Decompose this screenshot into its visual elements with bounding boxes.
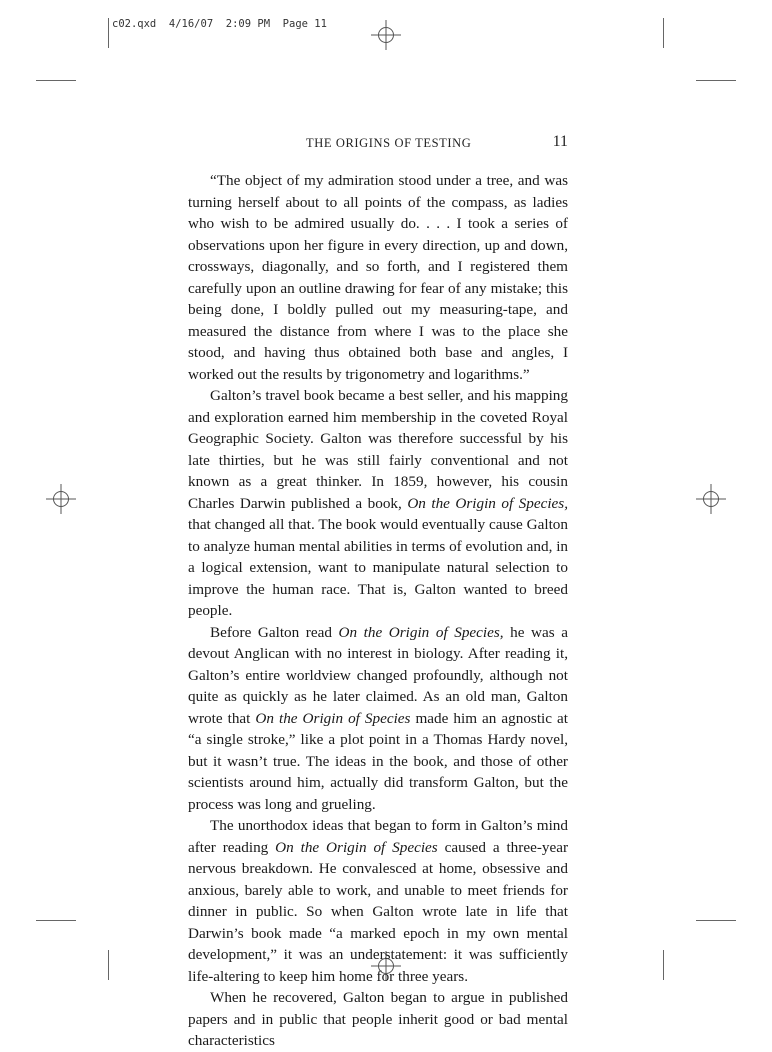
book-title-italic: On the Origin of Species, bbox=[407, 494, 568, 512]
crop-mark-bottom-left-vertical bbox=[108, 950, 109, 980]
crop-mark-top-left-horizontal bbox=[36, 80, 76, 81]
crop-mark-bottom-right-horizontal bbox=[696, 920, 736, 921]
body-text bbox=[188, 170, 568, 1052]
text-run: Galton’s travel book became a best seller, and his mapping and exploration earned him membership in the coveted Royal Geographic Society. Galton was therefore successful by his late thirties, but he was still fairly conventional and not known as a great thinker. In 1859, however, his cousin Charles Darwin published a book, bbox=[188, 387, 568, 512]
paragraph-quote bbox=[188, 170, 568, 385]
text-run: The unorthodox ideas that began to form in Galton’s mind after reading bbox=[188, 817, 568, 856]
page-number: 11 bbox=[552, 133, 568, 150]
crop-mark-top-right-horizontal bbox=[696, 80, 736, 81]
text-run: Before Galton read bbox=[210, 623, 339, 641]
crop-mark-bottom-right-vertical bbox=[663, 950, 664, 980]
text-run: that changed all that. The book would eventually cause Galton to analyze human mental abilities in terms of evolution and, in a logical extension, want to manipulate natural selection to improve the human race. That is, Galton wanted to breed people. bbox=[188, 516, 569, 619]
printer-slug: c02.qxd 4/16/07 2:09 PM Page 11 bbox=[112, 18, 327, 30]
book-title-italic: On the Origin of Species bbox=[275, 838, 438, 856]
book-title-italic: On the Origin of Species, bbox=[338, 623, 504, 641]
registration-mark-right bbox=[696, 484, 726, 514]
registration-mark-left bbox=[46, 484, 76, 514]
paragraph-travel-book bbox=[188, 385, 568, 622]
running-head bbox=[188, 133, 568, 153]
text-run: made him an agnostic at “a single stroke,” like a plot point in a Thomas Hardy novel, but it wasn’t true. The ideas in the book, and those of other scientists around him, actually did transform Galton, but the process was long and grueling. bbox=[188, 709, 568, 813]
crop-mark-bottom-left-horizontal bbox=[36, 920, 76, 921]
running-head-title: THE ORIGINS OF TESTING bbox=[306, 136, 472, 150]
crop-mark-top-left-vertical bbox=[108, 18, 109, 48]
text-run: he was a devout Anglican with no interest in biology. After reading it, Galton’s entire worldview changed profoundly, although not quite as quickly as he later claimed. As an old man, Galton wrote that bbox=[188, 623, 568, 727]
text-run: caused a three-year nervous breakdown. He convalesced at home, obsessive and anxious, barely able to work, and unable to meet friends for dinner in public. So when Galton wrote late in life that Darwin’s book made “a marked epoch in my own mental development,” it was an understatement: it was sufficiently life-altering to keep him home for three years. bbox=[188, 838, 569, 985]
book-title-italic: On the Origin of Species bbox=[255, 709, 411, 727]
text-run: “The object of my admiration stood under a tree, and was turning herself about to all points of the compass, as ladies who wish to be admired usually do. . . . I took a series of observations upon her figure in every direction, up and down, crossways, diagonally, and so forth, and I registered them carefully upon an outline drawing for fear of any mistake; this being done, I boldly pulled out my measuring-tape, and measured the distance from where I was to the place she stood, and having thus obtained both base and angles, I worked out the results by trigonometry and logarithms.” bbox=[188, 172, 568, 383]
paragraph-recovered bbox=[188, 987, 568, 1052]
text-run: When he recovered, Galton began to argue in published papers and in public that people inherit good or bad mental characteristics bbox=[188, 989, 568, 1049]
registration-mark-top bbox=[371, 20, 401, 50]
paragraph-breakdown bbox=[188, 815, 568, 987]
paragraph-before-reading bbox=[188, 622, 568, 816]
crop-mark-top-right-vertical bbox=[663, 18, 664, 48]
